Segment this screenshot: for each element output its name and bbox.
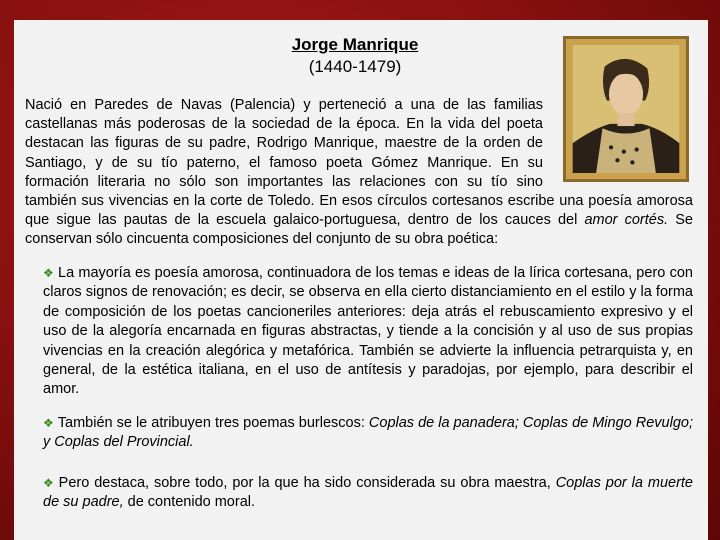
- bullet-item-1: [43, 264, 693, 400]
- diamond-bullet-icon: ❖: [43, 266, 54, 280]
- bullet-item-3: [43, 474, 693, 513]
- intro-paragraph: [25, 96, 693, 250]
- bullet-item-2: [43, 414, 693, 453]
- intro-text-end: Se conservan sólo cincuenta composiciones del conjunto de su obra poética:: [25, 212, 693, 248]
- portrait-wrap-spacer: [543, 96, 693, 182]
- author-name: Jorge Manrique: [291, 35, 419, 54]
- slide-title: [200, 34, 510, 78]
- bullet-2-italic: Coplas de la panadera; Coplas de Mingo Revulgo; y Coplas del Provincial.: [43, 415, 693, 451]
- diamond-bullet-icon: ❖: [43, 416, 54, 430]
- bullet-3-text: Pero destaca, sobre todo, por la que ha sido considerada su obra maestra,: [58, 475, 556, 491]
- bullet-1-text: La mayoría es poesía amorosa, continuadora de los temas e ideas de la lírica cortesana, pero con claros signos de renovación; es decir, se observa en ella cierto distanciamiento en el estilo y la forma de composición de los poetas cancioneriles anteriores: deja atrás el rebuscamiento expresivo y el uso de la alegoría encarnada en figuras abstractas, y tiende a la concisión y al uso de sus propias vivencias en la creación alegórica y metafórica. También se advierte la influencia petrarquista y, en general, de la estética italiana, en el uso de antítesis y paradojas, por ejemplo, para describir el amor.: [43, 265, 693, 398]
- bullet-3-text-end: de contenido moral.: [123, 494, 256, 511]
- bullet-2-text: También se le atribuyen tres poemas burlescos:: [57, 415, 369, 431]
- diamond-bullet-icon: ❖: [43, 476, 55, 490]
- bullet-3-italic: Coplas por la muerte de su padre,: [43, 475, 693, 511]
- intro-italic: amor cortés.: [584, 212, 669, 229]
- intro-text: Nació en Paredes de Navas (Palencia) y perteneció a una de las familias castellanas más poderosas de la sociedad de la época. En la vida del poeta destacan las figuras de su padre, Rodrigo Manrique, maestre de la orden de Santiago, y de su tío paterno, el famoso poeta Gómez Manrique. En su formación literaria no sólo son importantes las relaciones con su tío sino también sus vivencias en la corte de Toledo. En esos círculos cortesanos escribe una poesía amorosa que sigue las pautas de la escuela galaico-portuguesa, dentro de los cauces del: [25, 97, 693, 229]
- author-dates: (1440-1479): [308, 57, 402, 76]
